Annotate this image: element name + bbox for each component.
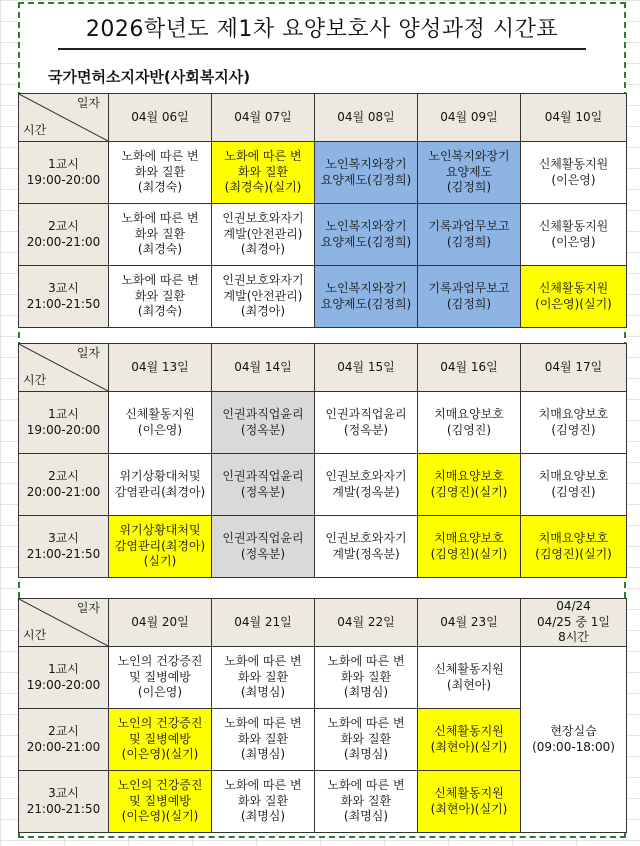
class-cell [109,266,212,328]
date-header-cell [418,599,521,647]
corner-time-label: 시간 [23,373,47,388]
cell-text: 신체활동지원 (이은영)(실기) [535,280,612,311]
date-header-cell [521,94,627,142]
class-cell [212,709,315,771]
date-header-cell [418,94,521,142]
class-cell [418,392,521,454]
cell-text: 04월 13일 [131,359,189,374]
cell-text: 04월 07일 [234,109,292,124]
class-cell [418,266,521,328]
cell-text: 노화에 따른 변 화와 질환 (최명심) [224,654,302,700]
cell-text: 3교시 21:00-21:50 [26,785,101,816]
class-cell [315,647,418,709]
cell-text: 노화에 따른 변 화와 질환 (최명심) [224,716,302,762]
cell-text: 인권과직업윤리 (정옥분) [325,406,407,437]
period-row [19,266,627,328]
cell-text: 신체활동지원 (이은영) [125,406,195,437]
period-row [19,204,627,266]
cell-text: 노인의 건강증진 및 질병예방 (이은영) [117,654,203,700]
date-header-cell [109,94,212,142]
cell-text: 인권과직업윤리 (정옥분) [222,530,304,561]
period-row [19,454,627,516]
cell-text: 노인복지와장기 요양제도(김정희) [320,280,412,311]
period-cell [19,266,109,328]
corner-time-label: 시간 [23,123,47,138]
class-cell [109,709,212,771]
class-cell [418,142,521,204]
cell-text: 노화에 따른 변 화와 질환 (최경숙) [121,149,199,195]
period-row [19,516,627,578]
cell-text: 인권보호와자기 계발(안전관리) (최경아) [222,273,304,319]
week-1-table [18,93,627,328]
cell-text: 인권과직업윤리 (정옥분) [222,468,304,499]
date-header-cell [315,599,418,647]
cell-text: 인권보호와자기 계발(안전관리) (최경아) [222,211,304,257]
cell-text: 04월 08일 [337,109,395,124]
cell-text: 04월 10일 [544,109,603,124]
cell-text: 치매요양보호 (김영진)(실기) [430,530,508,561]
cell-text: 노인복지와장기 요양제도(김정희) [320,156,412,187]
cell-text: 04/24 04/25 중 1일 8시간 [536,599,611,645]
cell-text: 1교시 19:00-20:00 [26,406,101,437]
title-underline [58,48,586,50]
cell-text: 노인복지와장기 요양제도 (김정희) [428,149,510,195]
cell-text: 치매요양보호 (김영진) [434,406,504,437]
class-cell [109,142,212,204]
class-cell [315,142,418,204]
cell-text: 치매요양보호 (김영진) [538,406,609,437]
class-cell [418,647,521,709]
class-cell [109,392,212,454]
class-cell [109,516,212,578]
class-cell [315,516,418,578]
week-3-table [18,598,627,833]
period-cell [19,392,109,454]
period-cell [19,771,109,833]
cell-text: 노인의 건강증진 및 질병예방 (이은영)(실기) [117,716,203,762]
cell-text: 위기상황대처및 감염관리(최경아) (실기) [114,523,206,569]
course-subtitle: 국가면허소지자반(사회복지사) [48,68,251,86]
period-cell [19,516,109,578]
cell-text: 2교시 20:00-21:00 [26,723,101,754]
class-cell [212,771,315,833]
cell-text: 신체활동지원 (이은영) [538,156,609,187]
class-cell [212,454,315,516]
class-cell [109,454,212,516]
date-header-row [19,344,627,392]
cell-text: 2교시 20:00-21:00 [26,218,101,249]
cell-text: 신체활동지원 (최현아)(실기) [430,785,508,816]
class-cell [521,516,627,578]
cell-text: 치매요양보호 (김영진)(실기) [430,468,508,499]
cell-text: 3교시 21:00-21:50 [26,530,101,561]
cell-text: 04월 15일 [337,359,395,374]
class-cell [418,516,521,578]
period-row [19,647,627,709]
period-cell [19,709,109,771]
cell-text: 신체활동지원 (이은영) [538,218,609,249]
class-cell [418,204,521,266]
cell-text: 위기상황대처및 감염관리(최경아) [114,468,206,499]
class-cell [212,142,315,204]
period-cell [19,204,109,266]
date-header-cell [109,344,212,392]
date-header-row [19,94,627,142]
class-cell [521,392,627,454]
cell-text: 04월 23일 [440,614,498,629]
corner-date-label: 일자 [76,346,100,360]
cell-text: 1교시 19:00-20:00 [26,156,101,187]
cell-text: 노화에 따른 변 화와 질환 (최경숙) [121,211,199,257]
cell-text: 신체활동지원 (최현아)(실기) [430,723,508,754]
cell-text: 신체활동지원 (최현아) [434,661,504,692]
cell-text: 노인복지와장기 요양제도(김정희) [320,218,412,249]
cell-text: 04월 14일 [234,359,292,374]
class-cell [315,392,418,454]
cell-text: 노화에 따른 변 화와 질환 (최명심) [224,778,302,824]
date-header-cell [212,599,315,647]
class-cell [212,516,315,578]
cell-text: 기록과업무보고 (김정희) [428,218,510,249]
cell-text: 노화에 따른 변 화와 질환 (최경숙) [121,273,199,319]
cell-text: 3교시 21:00-21:50 [26,280,101,311]
cell-text: 현장실습 (09:00-18:00) [532,723,615,754]
cell-text: 2교시 20:00-21:00 [26,468,101,499]
date-header-cell [521,344,627,392]
period-cell [19,454,109,516]
corner-header-cell [19,599,109,647]
cell-text: 04월 16일 [440,359,498,374]
field-practice-cell [521,647,627,833]
period-row [19,142,627,204]
cell-text: 노화에 따른 변 화와 질환 (최명심) [327,654,405,700]
class-cell [212,392,315,454]
date-header-cell [212,344,315,392]
class-cell [418,454,521,516]
cell-text: 04월 21일 [234,614,292,629]
class-cell [315,454,418,516]
corner-time-label: 시간 [23,628,47,643]
date-header-cell [521,599,627,647]
cell-text: 치매요양보호 (김영진)(실기) [535,530,612,561]
corner-header-cell [19,344,109,392]
cell-text: 기록과업무보고 (김정희) [428,280,510,311]
cell-text: 노화에 따른 변 화와 질환 (최명심) [327,716,405,762]
date-header-cell [212,94,315,142]
cell-text: 04월 20일 [131,614,189,629]
cell-text: 04월 22일 [337,614,395,629]
class-cell [521,204,627,266]
corner-header-cell [19,94,109,142]
class-cell [315,771,418,833]
class-cell [109,771,212,833]
class-cell [521,266,627,328]
class-cell [315,266,418,328]
cell-text: 인권보호와자기 계발(정옥분) [325,468,407,499]
corner-date-label: 일자 [76,96,100,110]
class-cell [315,204,418,266]
page-title: 2026학년도 제1차 요양보호사 양성과정 시간표 [85,17,559,42]
class-cell [315,709,418,771]
class-cell [212,266,315,328]
class-cell [418,709,521,771]
class-cell [418,771,521,833]
cell-text: 인권과직업윤리 (정옥분) [222,406,304,437]
period-cell [19,142,109,204]
cell-text: 노인의 건강증진 및 질병예방 (이은영)(실기) [117,778,203,824]
date-header-cell [418,344,521,392]
week-2-table [18,343,627,578]
class-cell [521,142,627,204]
period-row [19,392,627,454]
cell-text: 04월 09일 [440,109,498,124]
class-cell [521,454,627,516]
cell-text: 04월 17일 [544,359,603,374]
cell-text: 노화에 따른 변 화와 질환 (최명심) [327,778,405,824]
class-cell [212,204,315,266]
date-header-cell [109,599,212,647]
class-cell [109,204,212,266]
cell-text: 1교시 19:00-20:00 [26,661,101,692]
date-header-cell [315,344,418,392]
cell-text: 인권보호와자기 계발(정옥분) [325,530,407,561]
date-header-row [19,599,627,647]
corner-date-label: 일자 [76,601,100,615]
period-cell [19,647,109,709]
class-cell [212,647,315,709]
class-cell [109,647,212,709]
date-header-cell [315,94,418,142]
cell-text: 노화에 따른 변 화와 질환 (최경숙)(실기) [224,149,302,195]
cell-text: 치매요양보호 (김영진) [538,468,609,499]
cell-text: 04월 06일 [131,109,189,124]
